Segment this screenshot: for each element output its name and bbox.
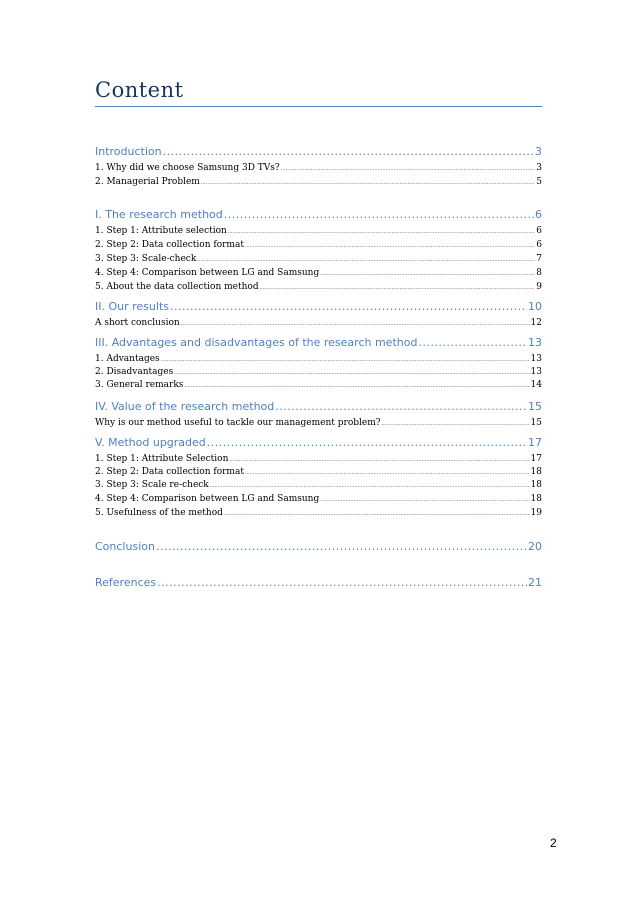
toc-subentry[interactable]	[95, 163, 542, 173]
toc-entry-label: V. Method upgraded	[95, 436, 206, 449]
toc-entry-label: 2. Disadvantages	[95, 367, 174, 377]
toc-dot-leader	[320, 497, 529, 503]
toc-entry-label: III. Advantages and disadvantages of the research method	[95, 336, 418, 349]
toc-dot-leader	[281, 166, 536, 172]
toc-entry-label: 3. Step 3: Scale re-check	[95, 480, 209, 490]
toc-dot-leader	[170, 300, 527, 313]
toc-entry-page: 21	[528, 576, 542, 589]
toc-entry-label: I. The research method	[95, 208, 223, 221]
toc-entry-page: 18	[530, 467, 542, 477]
toc-dot-leader	[245, 243, 535, 249]
toc-dot-leader	[228, 229, 535, 235]
title-underline	[95, 106, 542, 107]
toc-entry-page: 17	[528, 436, 542, 449]
toc-dot-leader	[320, 271, 535, 277]
toc-entry-page: 14	[530, 380, 542, 390]
page-number: 2	[550, 836, 557, 850]
toc-subentry[interactable]	[95, 380, 542, 390]
toc-subentry[interactable]	[95, 318, 542, 328]
toc-dot-leader	[201, 180, 535, 186]
toc-entry-page: 3	[536, 163, 542, 173]
toc-entry-page: 6	[536, 226, 542, 236]
toc-entry-page: 9	[536, 282, 542, 292]
toc-entry-label: II. Our results	[95, 300, 169, 313]
toc-entry-page: 18	[530, 480, 542, 490]
toc-heading-entry[interactable]	[95, 436, 542, 449]
toc-subentry[interactable]	[95, 354, 542, 364]
toc-dot-leader	[157, 576, 527, 589]
toc-entry-page: 20	[528, 540, 542, 553]
toc-entry-label: 4. Step 4: Comparison between LG and Samsung	[95, 494, 320, 504]
toc-entry-page: 18	[530, 494, 542, 504]
toc-subentry[interactable]	[95, 494, 542, 504]
toc-entry-label: 1. Step 1: Attribute Selection	[95, 454, 229, 464]
toc-entry-page: 8	[536, 268, 542, 278]
toc-entry-page: 15	[528, 400, 542, 413]
toc-dot-leader	[163, 145, 534, 158]
toc-dot-leader	[207, 436, 527, 449]
toc-heading-entry[interactable]	[95, 400, 542, 413]
toc-dot-leader	[174, 370, 529, 376]
toc-subentry[interactable]	[95, 282, 542, 292]
toc-entry-label: 2. Step 2: Data collection format	[95, 240, 244, 250]
toc-subentry[interactable]	[95, 254, 542, 264]
toc-heading-entry[interactable]	[95, 145, 542, 158]
toc-subentry[interactable]	[95, 367, 542, 377]
toc-entry-label: Introduction	[95, 145, 162, 158]
toc-entry-page: 6	[535, 208, 542, 221]
toc-dot-leader	[197, 257, 535, 263]
toc-subentry[interactable]	[95, 226, 542, 236]
toc-heading-entry[interactable]	[95, 336, 542, 349]
toc-entry-page: 19	[530, 508, 542, 518]
toc-dot-leader	[210, 483, 530, 489]
toc-entry-label: 4. Step 4: Comparison between LG and Samsung	[95, 268, 320, 278]
toc-dot-leader	[275, 400, 527, 413]
toc-entry-label: 2. Step 2: Data collection format	[95, 467, 244, 477]
toc-entry-page: 6	[536, 240, 542, 250]
toc-dot-leader	[245, 470, 530, 476]
toc-entry-page: 17	[530, 454, 542, 464]
toc-subentry[interactable]	[95, 418, 542, 428]
toc-heading-entry[interactable]	[95, 576, 542, 589]
toc-entry-label: 1. Step 1: Attribute selection	[95, 226, 227, 236]
toc-entry-label: 3. General remarks	[95, 380, 184, 390]
toc-dot-leader	[418, 336, 527, 349]
toc-entry-label: 1. Why did we choose Samsung 3D TVs?	[95, 163, 280, 173]
toc-dot-leader	[181, 321, 530, 327]
toc-subentry[interactable]	[95, 177, 542, 187]
toc-dot-leader	[156, 540, 527, 553]
toc-entry-page: 13	[530, 367, 542, 377]
toc-dot-leader	[382, 421, 530, 427]
toc-subentry[interactable]	[95, 454, 542, 464]
toc-dot-leader	[229, 457, 529, 463]
toc-entry-page: 3	[535, 145, 542, 158]
toc-entry-page: 13	[528, 336, 542, 349]
toc-heading-entry[interactable]	[95, 540, 542, 553]
toc-heading-entry[interactable]	[95, 300, 542, 313]
toc-dot-leader	[184, 383, 529, 389]
toc-heading-entry[interactable]	[95, 208, 542, 221]
toc-subentry[interactable]	[95, 240, 542, 250]
toc-dot-leader	[161, 357, 530, 363]
toc-entry-page: 15	[530, 418, 542, 428]
toc-entry-label: Conclusion	[95, 540, 155, 553]
toc-entry-label: 5. About the data collection method	[95, 282, 259, 292]
toc-entry-label: 5. Usefulness of the method	[95, 508, 223, 518]
page-title: Content	[95, 78, 184, 102]
toc-entry-page: 5	[536, 177, 542, 187]
toc-dot-leader	[224, 511, 530, 517]
toc-entry-label: IV. Value of the research method	[95, 400, 275, 413]
toc-dot-leader	[224, 208, 534, 221]
toc-entry-page: 10	[528, 300, 542, 313]
toc-subentry[interactable]	[95, 467, 542, 477]
toc-subentry[interactable]	[95, 508, 542, 518]
toc-entry-label: 2. Managerial Problem	[95, 177, 200, 187]
toc-dot-leader	[260, 285, 536, 291]
toc-entry-page: 7	[536, 254, 542, 264]
toc-subentry[interactable]	[95, 268, 542, 278]
toc-subentry[interactable]	[95, 480, 542, 490]
toc-entry-label: 3. Step 3: Scale-check	[95, 254, 197, 264]
toc-entry-label: References	[95, 576, 157, 589]
toc-entry-page: 13	[530, 354, 542, 364]
toc-entry-label: 1. Advantages	[95, 354, 160, 364]
toc-entry-page: 12	[530, 318, 542, 328]
toc-entry-label: Why is our method useful to tackle our management problem?	[95, 418, 381, 428]
toc-entry-label: A short conclusion	[95, 318, 180, 328]
